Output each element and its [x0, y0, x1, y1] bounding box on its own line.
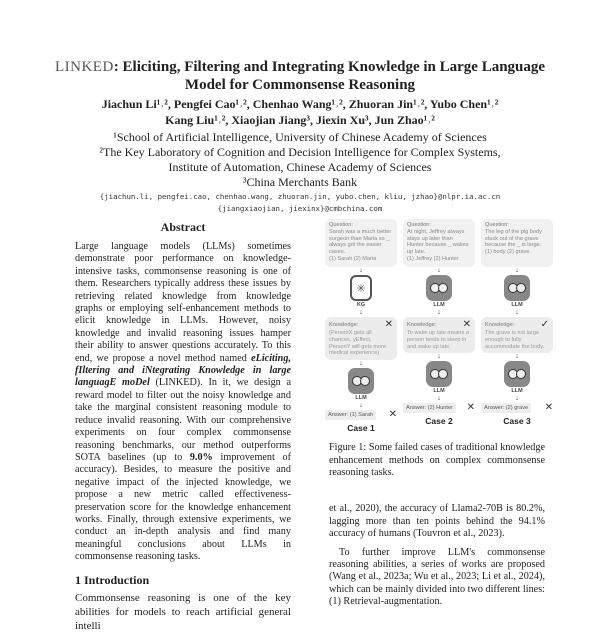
figure-caption: Figure 1: Some failed cases of traditional knowledge enhancement methods on complex commonsense reasoning tasks.: [329, 442, 545, 478]
right-para-2: To further improve LLM's commonsense reasoning abilities, a series of works are proposed (Wang et al., 2023a; Wu et al., 2023; Li et al., 2024), which can be mainly divided into two different lines: (1) Retrieval-augmentation.: [329, 546, 545, 608]
cross-icon: ✕: [462, 319, 471, 330]
robot-icon: [504, 275, 530, 301]
knowledge-text: (PersonX gets all chances, yEffect, PersonY will gets more medical experience): [329, 330, 387, 357]
knowledge-graph-icon: ✳: [350, 275, 372, 301]
case-label: Case 1: [347, 423, 375, 434]
case-panel: [403, 219, 475, 434]
check-icon: ✓: [540, 319, 549, 330]
question-label: Question:: [407, 222, 431, 228]
two-column-body: [40, 219, 560, 633]
arrow-down-icon: ↓: [359, 309, 363, 316]
figure-1: [325, 219, 553, 434]
llm-label: LLM: [355, 395, 367, 402]
arrow-down-icon: ↓: [359, 402, 363, 410]
affiliation: Institute of Automation, Chinese Academy of Sciences: [168, 160, 432, 174]
question-box: [403, 219, 475, 267]
question-box: [325, 219, 397, 267]
authors-line: Kang Liu¹˒², Xiaojian Jiang³, Jiexin Xu³, Jun Zhao¹˒²: [165, 113, 435, 127]
arrow-down-icon: ↓: [437, 267, 441, 274]
case-panel: [325, 219, 397, 434]
robot-icon: [348, 368, 374, 394]
left-column: [75, 219, 291, 633]
arrow-down-icon: ↓: [437, 395, 441, 403]
paper-page: [40, 58, 560, 633]
arrow-down-icon: ↓: [515, 353, 519, 361]
question-label: Question:: [485, 222, 509, 228]
knowledge-label: Knowledge:: [407, 321, 437, 328]
abstract-text: improvement of accuracy). Besides, to measure the positive and negative impact of the injected knowledge, we propose a new metric called effectiveness-preservation score for the knowledge enhancement works. Finally, through extensive experiments, we conduct an in-depth analysis and find many meaningful conclusions about LLMs in commonsense reasoning tasks.: [75, 451, 291, 563]
arrow-down-icon: ↓: [515, 395, 519, 403]
question-text: Sarah was a much better surgeon than Maria so _ always got the easier cases.: [329, 228, 392, 256]
arrow-down-icon: ↓: [515, 309, 519, 316]
arrow-down-icon: ↓: [515, 267, 519, 274]
affiliation: ²The Key Laboratory of Cognition and Decision Intelligence for Complex Systems,: [99, 145, 501, 159]
llm-label: LLM: [433, 388, 445, 395]
answer-box: Answer: (2) Hunter: [403, 403, 456, 413]
arrow-down-icon: ↓: [437, 353, 441, 361]
case-label: Case 3: [503, 416, 531, 427]
llm-label: LLM: [511, 388, 523, 395]
source-label: LLM: [511, 302, 523, 308]
arrow-down-icon: ↓: [359, 267, 363, 274]
question-label: Question:: [329, 222, 353, 228]
knowledge-text: To wake up late means a person tends to sleep in and wake up late.: [407, 330, 469, 350]
robot-icon: [504, 361, 530, 387]
knowledge-box: [481, 317, 553, 353]
abstract-text: (LINKED). In it, we design a reward model to filter out the noisy knowledge and take the marginal consistent reasoning module to reduce invalid reasoning. With our comprehensive experiments on four complex commonsense reasoning benchmarks, our method outperforms SOTA baselines (up to: [75, 377, 292, 463]
cross-icon: ✕: [466, 402, 475, 414]
robot-icon: [426, 275, 452, 301]
answer-box: Answer: (2) grave: [481, 403, 531, 413]
right-column: [328, 219, 553, 633]
email: {jiangxiaojian, jiexinx}@cmbchina.com: [217, 204, 383, 213]
source-label: KG: [356, 302, 366, 308]
intro-text: Commonsense reasoning is one of the key abilities for models to reach artificial general intelli: [75, 591, 291, 632]
knowledge-box: [403, 317, 475, 353]
paper-title: [40, 58, 560, 94]
case-panel: [481, 219, 553, 434]
abstract-body: [75, 241, 291, 564]
question-text: At night, Jeffrey always stays up later than Hunter because _ wakes up late.: [407, 228, 469, 256]
gain-value: 9.0%: [189, 451, 213, 463]
knowledge-text: The grave is not large enough to fully accommodate the body.: [485, 330, 545, 350]
case-label: Case 2: [425, 416, 453, 427]
abstract-heading: Abstract: [160, 220, 206, 234]
affiliations: [40, 130, 560, 190]
question-box: [481, 219, 553, 267]
emails: [40, 191, 560, 215]
abstract-text: Large language models (LLMs) sometimes demonstrate poor performance on knowledge-intensive tasks, commonsense reasoning is one of them. Researchers typically address these issues by retrieving related knowledge from knowledge graphs or employing self-enhancement methods to elicit knowledge in LLMs. However, noisy knowledge and invalid reasoning issues hamper their ability to answer questions accurately. To this end, we propose a novel method named: [75, 241, 291, 364]
cross-icon: ✕: [388, 409, 397, 421]
authors: [40, 96, 560, 128]
source-label: LLM: [433, 302, 445, 308]
acronym: LINKED: [54, 59, 114, 75]
options-text: (1) Jeffrey (2) Hunter: [407, 255, 459, 262]
answer-box: Answer: (1) Sarah: [325, 410, 376, 420]
cross-icon: ✕: [384, 319, 393, 330]
robot-icon: [426, 361, 452, 387]
cross-icon: ✕: [544, 402, 553, 414]
email: {jiachun.li, pengfei.cao, chenhao.wang, zhuoran.jin, yubo.chen, kliu, jzhao}@nlpr.ia.ac.cn: [99, 192, 501, 201]
options-text: (1) body (2) grave: [485, 249, 530, 256]
intro-heading: 1 Introduction: [75, 572, 150, 587]
question-text: The leg of the pig body stuck out of the grave because the _ is large.: [485, 228, 542, 249]
affiliation: ³China Merchants Bank: [242, 175, 358, 189]
arrow-down-icon: ↓: [359, 360, 363, 368]
right-para-1: et al., 2020), the accuracy of Llama2-70B is 80.2%, lagging more than ten points behind the 94.1% accuracy of humans (Touvron et al., 2023).: [329, 503, 545, 540]
authors-line: Jiachun Li¹˒², Pengfei Cao¹˒², Chenhao Wang¹˒², Zhuoran Jin¹˒², Yubo Chen¹˒²: [101, 97, 499, 111]
method-name: eLiciting, fIltering and iNtegrating Knowledge in large languagE moDel: [75, 352, 291, 389]
arrow-down-icon: ↓: [437, 309, 441, 316]
options-text: (1) Sarah (2) Maria: [329, 255, 377, 262]
title-text: : Eliciting, Filtering and Integrating Knowledge in Large Language Model for Commonsense Reasoning: [113, 59, 546, 93]
knowledge-box: [325, 317, 397, 360]
affiliation: ¹School of Artificial Intelligence, University of Chinese Academy of Sciences: [113, 130, 487, 144]
knowledge-label: Knowledge:: [329, 321, 359, 328]
knowledge-label: Knowledge:: [485, 321, 515, 328]
